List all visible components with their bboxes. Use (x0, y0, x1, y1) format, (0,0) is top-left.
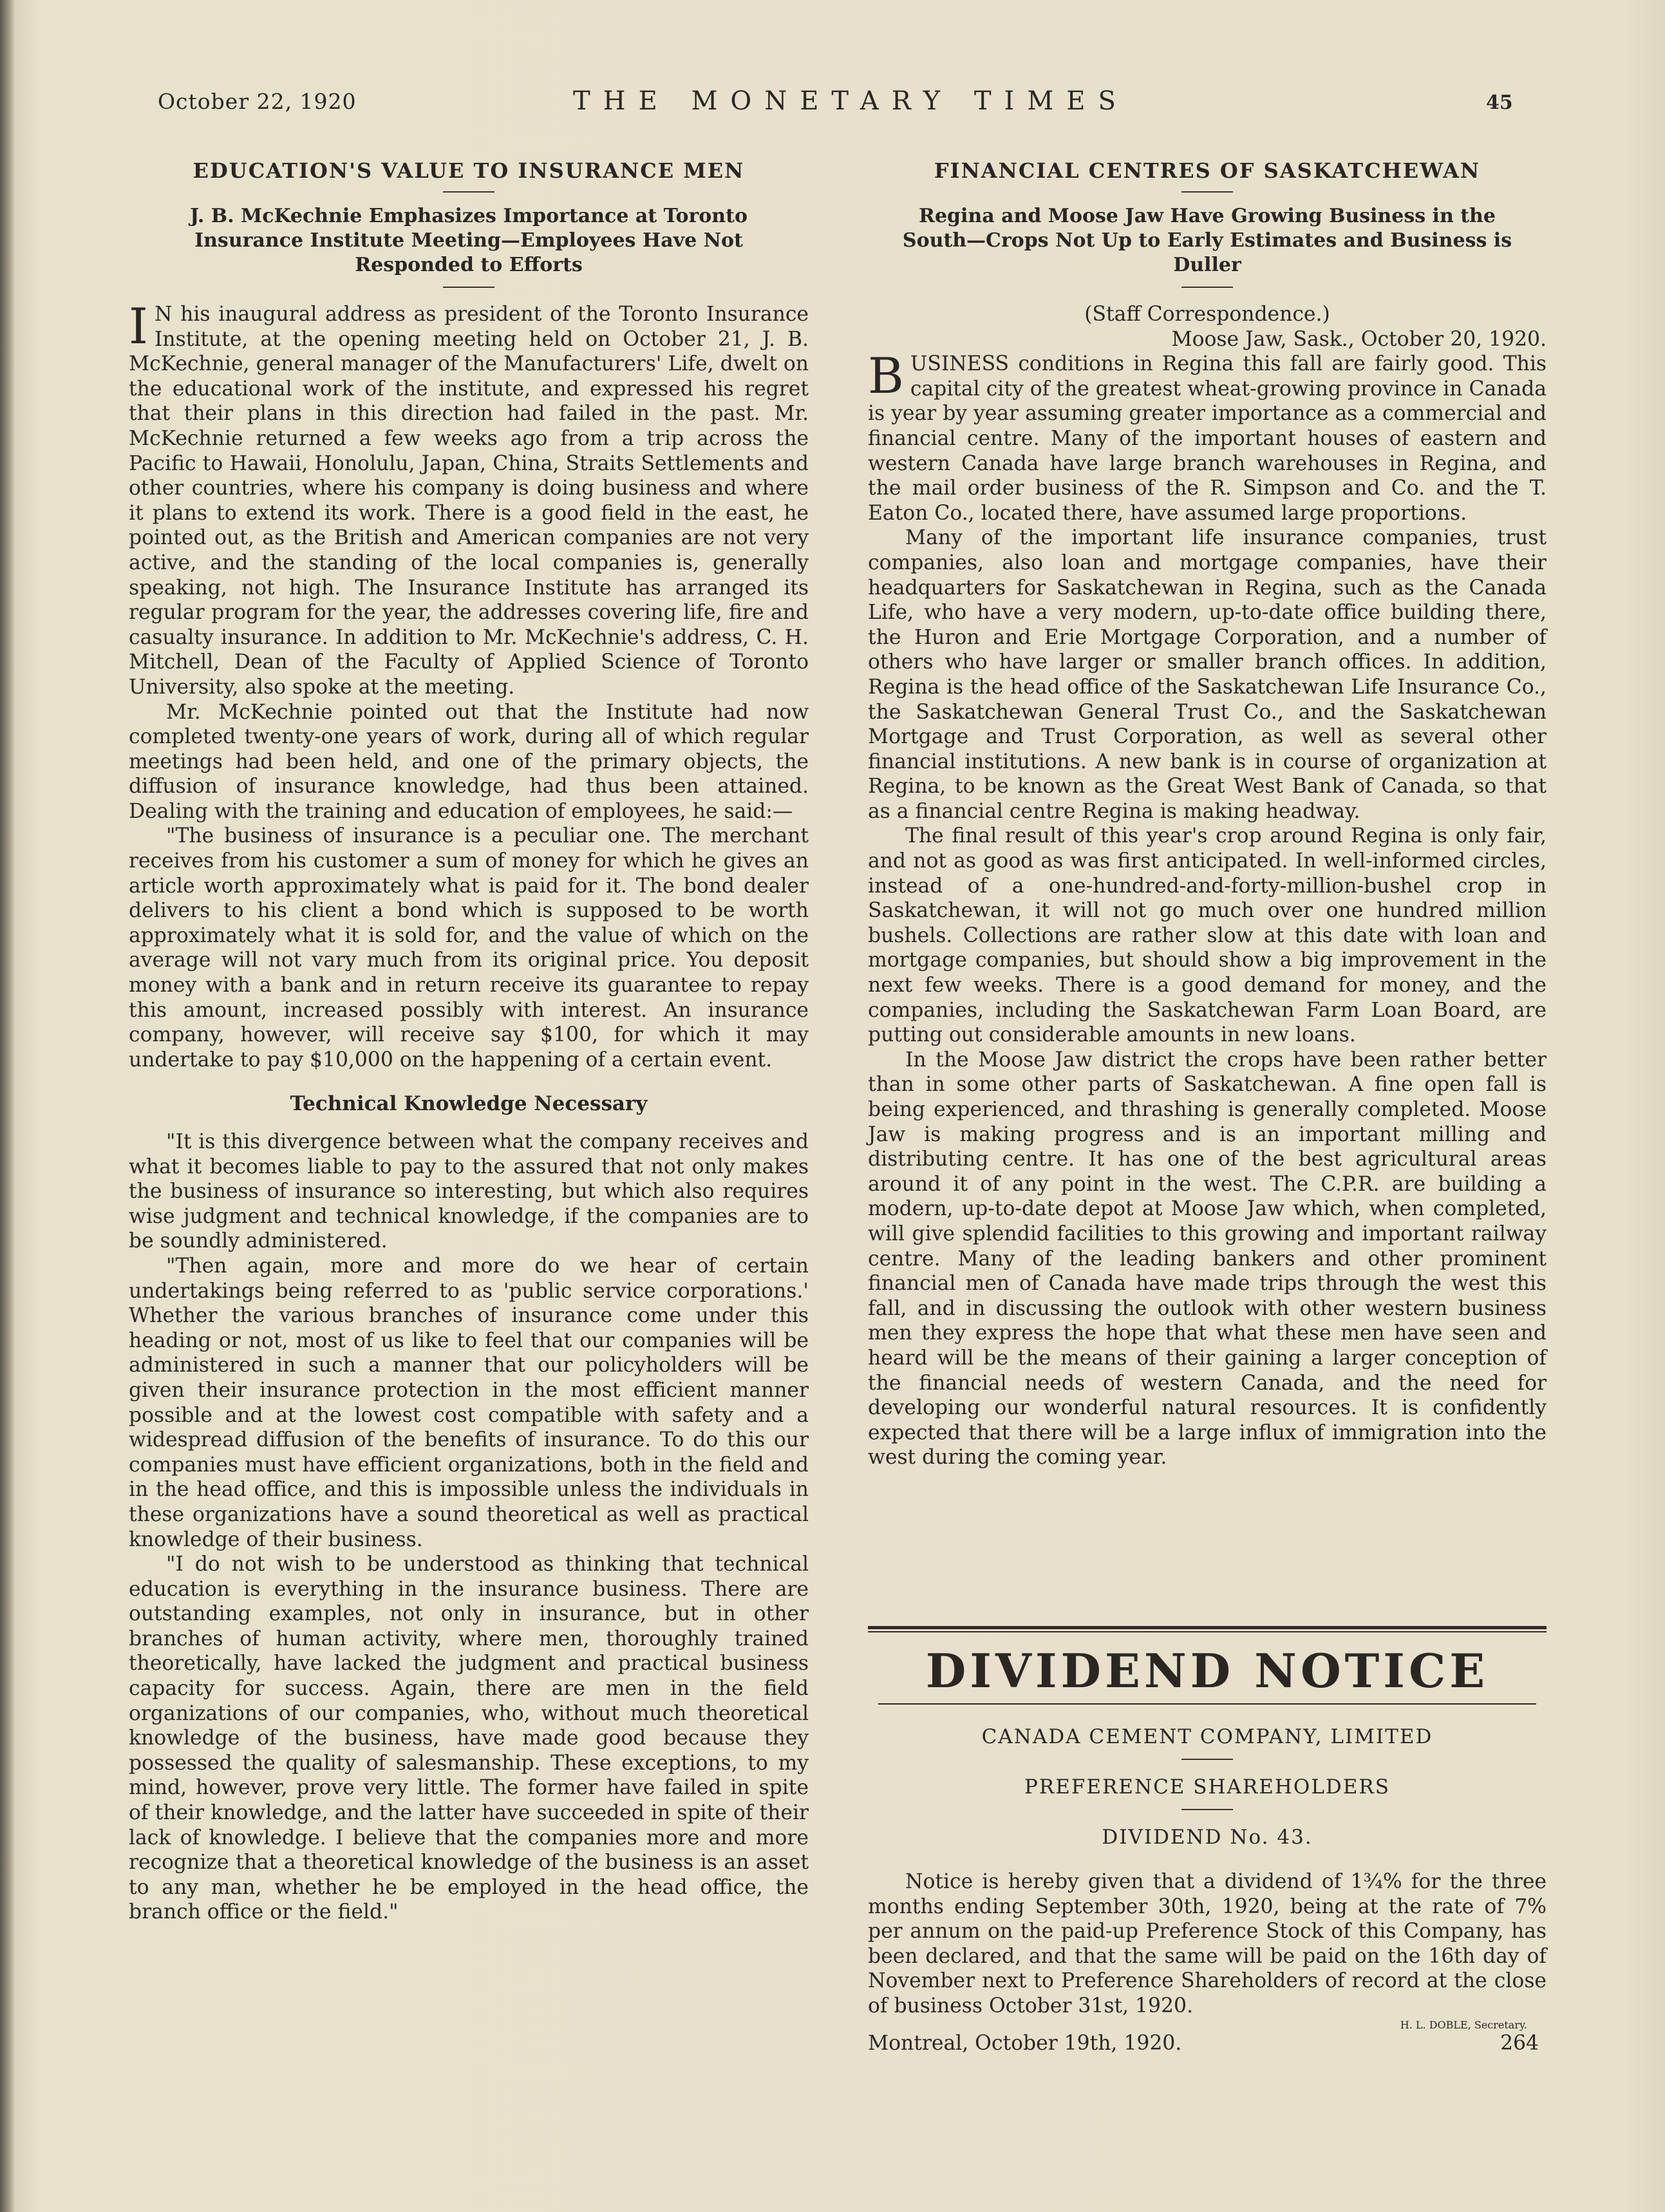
notice-shareholder-class: PREFERENCE SHAREHOLDERS (1024, 1775, 1390, 1799)
article-paragraph: Many of the important life insurance companies, trust companies, also loan and mortgage companies, have their headquarters for Saskatchewan in Regina, such as the Canada Life, who have a very modern, up-to-date office building there, the Huron and Erie Mortgage Corporation, and a number of others who have larger or smaller branch offices. In addition, Regina is the head office of the Saskatchewan Life Insurance Co., the Saskatchewan General Trust Co., and the Saskatchewan Mortgage and Trust Corporation, as well as several other financial institutions. A new bank is in course of organization at Regina, to be known as the Great West Bank of Canada, so that as a financial centre Regina is making headway. (868, 526, 1547, 823)
article-paragraph: The final result of this year's crop around Regina is only fair, and not as good as was first anticipated. In well-informed circles, instead of a one-hundred-and-forty-million-bushel crop in Saskatchewan, it will not go much over one hundred million bushels. Collections are rather slow at this date with loan and mortgage companies, but should show a big improvement in the next few weeks. There is a good demand for money, and the companies, including the Saskatchewan Farm Loan Board, are putting out considerable amounts in new loans. (868, 824, 1547, 1047)
drop-cap: B (868, 347, 904, 405)
subhead-rule (1181, 287, 1233, 288)
notice-title-rule (878, 1703, 1536, 1705)
notice-company: CANADA CEMENT COMPANY, LIMITED (981, 1725, 1433, 1748)
notice-signatory: H. L. DOBLE, Secretary. (1400, 2018, 1527, 2031)
paragraph-text: N his inaugural address as president of the Toronto Insurance Institute, at the opening meeting held on October 21, J. B. McKechnie, general manager of the Manufacturers' Life, dwelt on the educational work of the institute, and expressed his regret that their plans in this direction had failed in the past. Mr. McKechnie returned a few weeks ago from a trip across the Pacific to Hawaii, Honolulu, Japan, China, Straits Settlements and other countries, where his company is doing business and where it plans to extend its work. There is a good field in the east, he pointed out, as the British and American companies are not very active, and the standing of the local companies is, generally speaking, not high. The Insurance Institute has arranged its regular program for the year, the addresses covering life, fire and casualty insurance. In addition to Mr. McKechnie's address, C. H. Mitchell, Dean of the Faculty of Applied Science of Toronto University, also spoke at the meeting. (129, 303, 809, 699)
article-paragraph: "It is this divergence between what the company receives and what it becomes liable to pay to the assured that not only makes the business of insurance so interesting, but which also requires wise judgment and technical knowledge, if the companies are to be soundly administered. (129, 1130, 809, 1253)
notice-top-rule-thin (868, 1631, 1547, 1632)
page-header (0, 82, 1665, 134)
article-subhead: J. B. McKechnie Emphasizes Importance at Toronto Insurance Institute Meeting—Employees Have Not Responded to Efforts (190, 205, 748, 276)
notice-divider (1181, 1759, 1233, 1760)
notice-body (868, 1869, 1547, 2019)
article-paragraph: "Then again, more and more do we hear of certain undertakings being referred to as 'public service corporations.' Whether the various branches of insurance come under this heading or not, most of us like to feel that our companies will be administered in such a manner that our policyholders will be given their insurance protection in the most efficient manner possible and at the lowest cost compatible with safety and a widespread diffusion of the benefits of insurance. To do this our companies must have efficient organizations, both in the field and in the head office, and this is impossible unless the individuals in these organizations have a sound theoretical as well as practical knowledge of their business. (129, 1254, 809, 1551)
headline-rule (1181, 191, 1233, 193)
article-paragraph: In the Moose Jaw district the crops have been rather better than in some other parts of Saskatchewan. A fine open fall is being experienced, and thrashing is generally completed. Moose Jaw is making progress and is an important milling and distributing centre. It has one of the best agricultural areas around it of any point in the west. The C.P.R. are building a modern, up-to-date depot at Moose Jaw which, when completed, will give splendid facilities to this growing and important railway centre. Many of the leading bankers and other prominent financial men of Canada have made trips through the west this fall, and in discussing the outlook with other western business men they express the hope that what these men have seen and heard will be the means of their gaining a larger conception of the financial needs of western Canada, and the need for developing our wonderful natural resources. It is confidently expected that there will be a large influx of immigration into the west during the coming year. (868, 1048, 1547, 1470)
notice-footer-row (868, 2031, 1547, 2056)
notice-reference-number: 264 (1500, 2031, 1539, 2055)
article-headline: FINANCIAL CENTRES OF SASKATCHEWAN (934, 158, 1481, 183)
notice-divider (1181, 1809, 1233, 1810)
article-headline: EDUCATION'S VALUE TO INSURANCE MEN (193, 158, 745, 183)
drop-cap: I (129, 298, 149, 355)
dividend-notice (868, 1626, 1547, 2056)
publication-title: THE MONETARY TIMES (573, 86, 1129, 116)
left-column-article (129, 158, 809, 1925)
article-subhead: Regina and Moose Jaw Have Growing Business in the South—Crops Not Up to Early Estimates and Business is Duller (902, 205, 1512, 276)
binding-spine (0, 0, 14, 2212)
notice-dividend-number: DIVIDEND No. 43. (1102, 1826, 1313, 1849)
headline-rule (443, 191, 494, 193)
notice-top-rule (868, 1626, 1547, 1629)
notice-title: DIVIDEND NOTICE (925, 1643, 1489, 1698)
paragraph-text: USINESS conditions in Regina this fall are fairly good. This capital city of the greatest wheat-growing province in Canada is year by year assuming greater importance as a commercial and financial centre. Many of the important houses of eastern and western Canada have large branch warehouses in Regina, and the mail order business of the R. Simpson and Co. and the T. Eaton Co., located there, have assumed large proportions. (868, 352, 1547, 525)
subhead-rule (443, 287, 494, 288)
article-paragraph: Mr. McKechnie pointed out that the Institute had now completed twenty-one years of work, during all of which regular meetings had been held, and one of the primary objects, the diffusion of insurance knowledge, had thus been attained. Dealing with the training and education of employees, he said:— (129, 700, 809, 823)
page-number: 45 (1486, 91, 1513, 114)
dateline: Moose Jaw, Sask., October 20, 1920. (1171, 327, 1547, 351)
article-paragraph: "The business of insurance is a peculiar one. The merchant receives from his customer a sum of money for which he gives an article worth approximately what is paid for it. The bond dealer delivers to his client a bond which is supposed to be worth approximately what it is sold for, and the value of which on the average will not vary much from its original price. You deposit money with a bank and in return receive its guarantee to repay this amount, increased possibly with interest. An insurance company, however, will receive say $100, for which it may undertake to pay $10,000 on the happening of a certain event. (129, 824, 809, 1072)
section-heading: Technical Knowledge Necessary (290, 1092, 648, 1116)
article-paragraph (868, 347, 1547, 525)
article-paragraph: "I do not wish to be understood as thinking that technical education is everything in the insurance business. There are outstanding examples, not only in insurance, but in other branches of human activity, where men, thoroughly trained theoretically, have lacked the judgment and practical business capacity for success. Again, there are men in the field organizations of our companies, who, without much theoretical knowledge of the business, have made good because they possessed the quality of salesmanship. These exceptions, to my mind, however, prove very little. The former have failed in spite of their knowledge, and the latter have succeeded in spite of their lack of knowledge. I believe that the companies more and more recognize that a theoretical knowledge of the business is an asset to any man, whether he be employed in the head office, the branch office or the field." (129, 1553, 809, 1924)
header-date: October 22, 1920 (158, 89, 357, 114)
notice-place-date: Montreal, October 19th, 1920. (868, 2031, 1182, 2055)
notice-paragraph: Notice is hereby given that a dividend of 1¾% for the three months ending September 30th, 1920, being at the rate of 7% per annum on the paid-up Preference Stock of this Company, has been declared, and that the same will be paid on the 16th day of November next to Preference Shareholders of record at the close of business October 31st, 1920. (868, 1870, 1547, 2018)
byline: (Staff Correspondence.) (1084, 303, 1330, 326)
article-paragraph (129, 298, 809, 700)
right-column-article (868, 158, 1547, 1470)
